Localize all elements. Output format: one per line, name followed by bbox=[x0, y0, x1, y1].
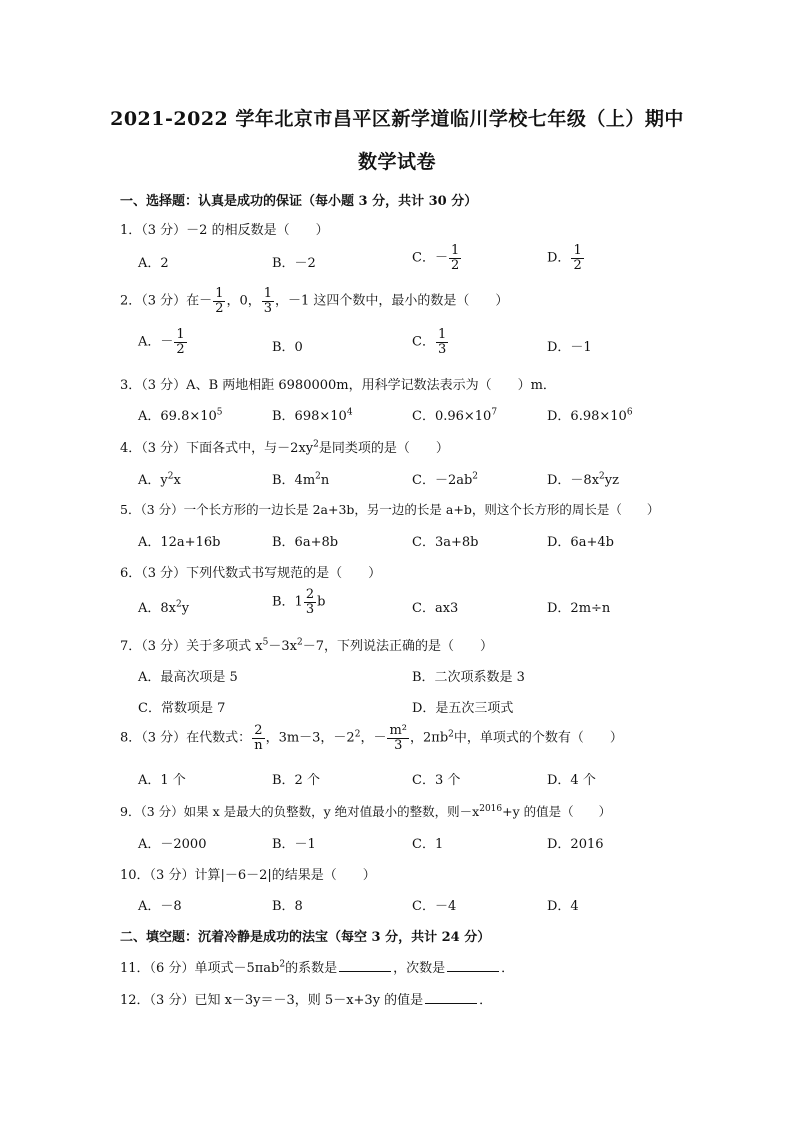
q3-option-d: D．$6.98\times 10^6$ bbox=[547, 407, 633, 424]
q7-option-d: D．是五次三项式 bbox=[412, 701, 514, 716]
q7-option-c: C．常数项是 7 bbox=[138, 701, 226, 716]
q6-option-d: D．2m÷n bbox=[547, 601, 611, 616]
exam-title-line1: 2021-2022 学年北京市昌平区新学道临川学校七年级（上）期中 bbox=[110, 108, 684, 130]
q1-option-d: D． $\frac{1}{2}$ bbox=[547, 243, 582, 273]
question-5: 5．（3 分）一个长方形的一边长是 2a+3b，另一边的长是 a+b，则这个长方形的周长是（ ） bbox=[120, 502, 660, 517]
q9-option-b: B．－1 bbox=[272, 837, 316, 852]
q8-option-c: C．3 个 bbox=[412, 773, 461, 788]
q3-option-a: A．$69.8\times 10^5$ bbox=[138, 407, 223, 424]
answer-blank[interactable] bbox=[425, 993, 477, 1004]
q10-option-d: D．4 bbox=[547, 899, 579, 914]
fraction: $\frac{\text{m²}}{3}$ bbox=[389, 723, 407, 753]
q10-option-c: C．－4 bbox=[412, 899, 457, 914]
q8-option-a: A．1 个 bbox=[138, 773, 186, 788]
question-11: 11．（6 分）单项式－5πab$^2$的系数是 ，次数是 ． bbox=[120, 959, 515, 976]
question-2: 2．（3 分）在－ $\frac{1}{2}$ ，0， $\frac{1}{3}$ ，－1 这四个数中，最小的数是（ ） bbox=[120, 286, 509, 316]
q9-option-a: A．－2000 bbox=[138, 837, 207, 852]
q5-option-a: A．12a+16b bbox=[138, 535, 221, 550]
q7-option-b: B．二次项系数是 3 bbox=[412, 670, 525, 685]
fraction: $\frac{1}{2}$ bbox=[176, 327, 185, 357]
q10-option-a: A．－8 bbox=[138, 899, 182, 914]
question-10: 10．（3 分）计算|－6－2|的结果是（ ） bbox=[120, 868, 376, 883]
question-1: 1．（3 分）－2 的相反数是（ ） bbox=[120, 223, 329, 238]
fraction: $\frac{2}{3}$ bbox=[305, 587, 315, 617]
q3-option-b: B．$698\times 10^4$ bbox=[272, 407, 353, 424]
question-9: 9．（3 分）如果 x 是最大的负整数，y 绝对值最小的整数，则$-x^{2016}+y$ 的值是（ ） bbox=[120, 803, 612, 819]
q2-option-b: B．0 bbox=[272, 340, 303, 355]
answer-blank[interactable] bbox=[339, 961, 391, 972]
q4-option-a: A．$y^2x$ bbox=[138, 471, 181, 488]
q9-option-c: C．1 bbox=[412, 837, 444, 852]
q2-option-a: A．－ $\frac{1}{2}$ bbox=[138, 327, 185, 357]
q10-option-b: B．8 bbox=[272, 899, 303, 914]
question-4: 4．（3 分）下面各式中，与$-2xy^2$是同类项的是（ ） bbox=[120, 439, 449, 456]
q1-option-c: C．－ $\frac{1}{2}$ bbox=[412, 243, 460, 273]
question-6: 6．（3 分）下列代数式书写规范的是（ ） bbox=[120, 566, 382, 581]
fraction: $\frac{1}{2}$ bbox=[450, 243, 460, 273]
q8-option-b: B．2 个 bbox=[272, 773, 320, 788]
section-heading-choice: 一、选择题：认真是成功的保证（每小题 3 分，共计 30 分） bbox=[120, 194, 478, 209]
q8-option-d: D．4 个 bbox=[547, 773, 596, 788]
q2-option-d: D．－1 bbox=[547, 340, 592, 355]
question-7: 7．（3 分）关于多项式 $x^5-3x^2-7$，下列说法正确的是（ ） bbox=[120, 637, 493, 654]
q5-option-d: D．6a+4b bbox=[547, 535, 614, 550]
fraction: $\frac{1}{3}$ bbox=[263, 286, 273, 316]
q4-option-c: C．$-2ab^2$ bbox=[412, 471, 479, 488]
fraction: $\frac{1}{2}$ bbox=[573, 243, 582, 273]
exam-title-line2: 数学试卷 bbox=[357, 151, 436, 173]
q6-option-c: C．ax3 bbox=[412, 601, 459, 616]
q1-option-a: A．2 bbox=[138, 256, 169, 271]
q5-option-c: C．3a+8b bbox=[412, 535, 479, 550]
q6-option-a: A．$8x^2y$ bbox=[138, 599, 190, 616]
section-heading-fill: 二、填空题：沉着冷静是成功的法宝（每空 3 分，共计 24 分） bbox=[120, 930, 491, 945]
q9-option-d: D．2016 bbox=[547, 837, 604, 852]
question-12: 12．（3 分）已知 x－3y＝－3，则 5－x+3y 的值是 ． bbox=[120, 993, 493, 1008]
question-8: 8．（3 分）在代数式： $\frac{2}{n}$ ，3m－3，$-2^2$，－ $\frac{\text{m²}}{3}$ ，$2\pi b^2$中，单项式的个数有（ ） bbox=[120, 723, 623, 753]
fraction: $\frac{1}{3}$ bbox=[437, 327, 447, 357]
fraction: $\frac{1}{2}$ bbox=[215, 286, 224, 316]
q6-option-b: B．1 $\frac{2}{3}$ b bbox=[272, 587, 326, 617]
answer-blank[interactable] bbox=[447, 961, 499, 972]
q5-option-b: B．6a+8b bbox=[272, 535, 339, 550]
q1-option-b: B．－2 bbox=[272, 256, 316, 271]
fraction: $\frac{2}{n}$ bbox=[254, 723, 263, 753]
q3-option-c: C．$0.96\times 10^7$ bbox=[412, 407, 498, 424]
q2-option-c: C． $\frac{1}{3}$ bbox=[412, 327, 447, 357]
q4-option-d: D．$-8x^2yz$ bbox=[547, 471, 619, 488]
question-3: 3．（3 分）A、B 两地相距 6980000m，用科学记数法表示为（ ）m． bbox=[120, 378, 556, 393]
q7-option-a: A．最高次项是 5 bbox=[138, 670, 238, 685]
q4-option-b: B．$4m^2n$ bbox=[272, 471, 330, 488]
